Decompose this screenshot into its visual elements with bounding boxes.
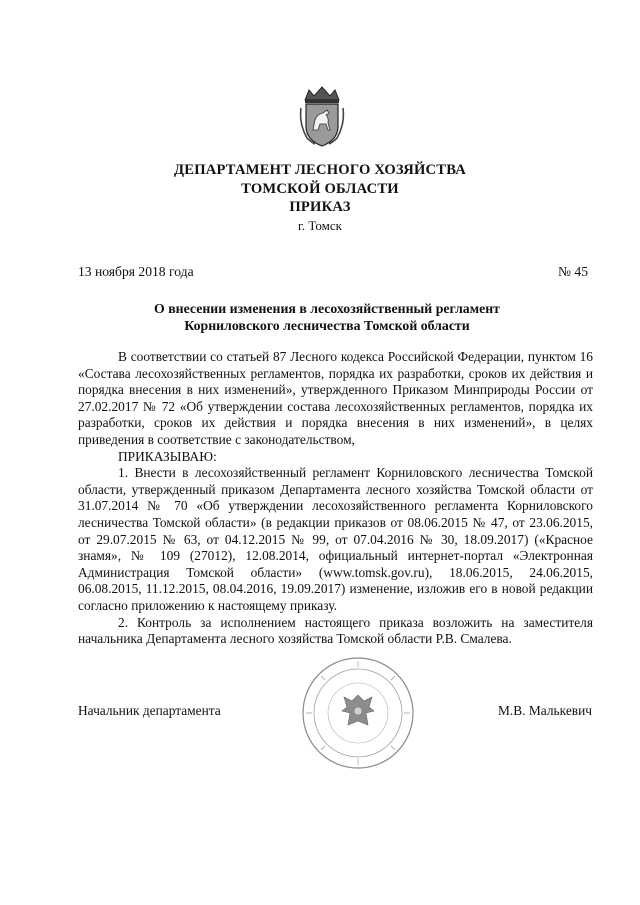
order-body	[78, 349, 593, 648]
city: г. Томск	[298, 218, 342, 233]
order-word: ПРИКАЗЫВАЮ:	[118, 448, 217, 464]
order-title-line2: Корниловского лесничества Томской области	[184, 318, 470, 333]
tomsk-coat-of-arms-icon	[299, 86, 345, 148]
order-item-2: 2. Контроль за исполнением настоящего приказа возложить на заместителя начальника Департамента лесного хозяйства Томской области Р.В. Смалева.	[78, 614, 593, 647]
order-number: № 45	[558, 264, 588, 279]
order-item-1: 1. Внести в лесохозяйственный регламент Корниловского лесничества Томской области, утвержденный приказом Департамента лесного хозяйства Томской области от 31.07.2014 № 70 «Об утверждении лесохозяйственного регламента Корниловского лесничества Томской области» (в редакции приказов от 08.06.2015 № 47, от 23.06.2015, от 29.07.2015 № 63, от 04.12.2015 № 99, от 07.04.2016 № 30, 18.09.2017) («Красное знамя», № 109 (27012), 12.08.2014, официальный интернет-портал «Электронная Администрация Томской области» (www.tomsk.gov.ru), 18.06.2015, 24.06.2015, 06.08.2015, 11.12.2015, 08.04.2016, 19.09.2017) изменение, изложив его в новой редакции согласно приложению к настоящему приказу.	[78, 465, 593, 613]
department-name: ДЕПАРТАМЕНТ ЛЕСНОГО ХОЗЯЙСТВА	[174, 162, 466, 178]
order-date: 13 ноября 2018 года	[78, 264, 194, 279]
preamble-paragraph: В соответствии со статьей 87 Лесного кодекса Российской Федерации, пунктом 16 «Состава лесохозяйственных регламентов, порядка их разработки, сроков их действия и порядка внесения в них изменений», утвержденного Приказом Минприроды России от 27.02.2017 № 72 «Об утверждении состава лесохозяйственных регламентов, порядка их разработки, сроков их действия и порядка внесения в них изменений», в целях приведения в соответствие с законодательством,	[78, 349, 593, 447]
region-name: ТОМСКОЙ ОБЛАСТИ	[241, 181, 399, 197]
order-title-line1: О внесении изменения в лесохозяйственный регламент	[154, 301, 500, 316]
official-seal-icon	[300, 655, 416, 771]
signatory-name: М.В. Малькевич	[498, 703, 592, 718]
signatory-position: Начальник департамента	[78, 703, 221, 718]
document-type: ПРИКАЗ	[289, 199, 351, 215]
